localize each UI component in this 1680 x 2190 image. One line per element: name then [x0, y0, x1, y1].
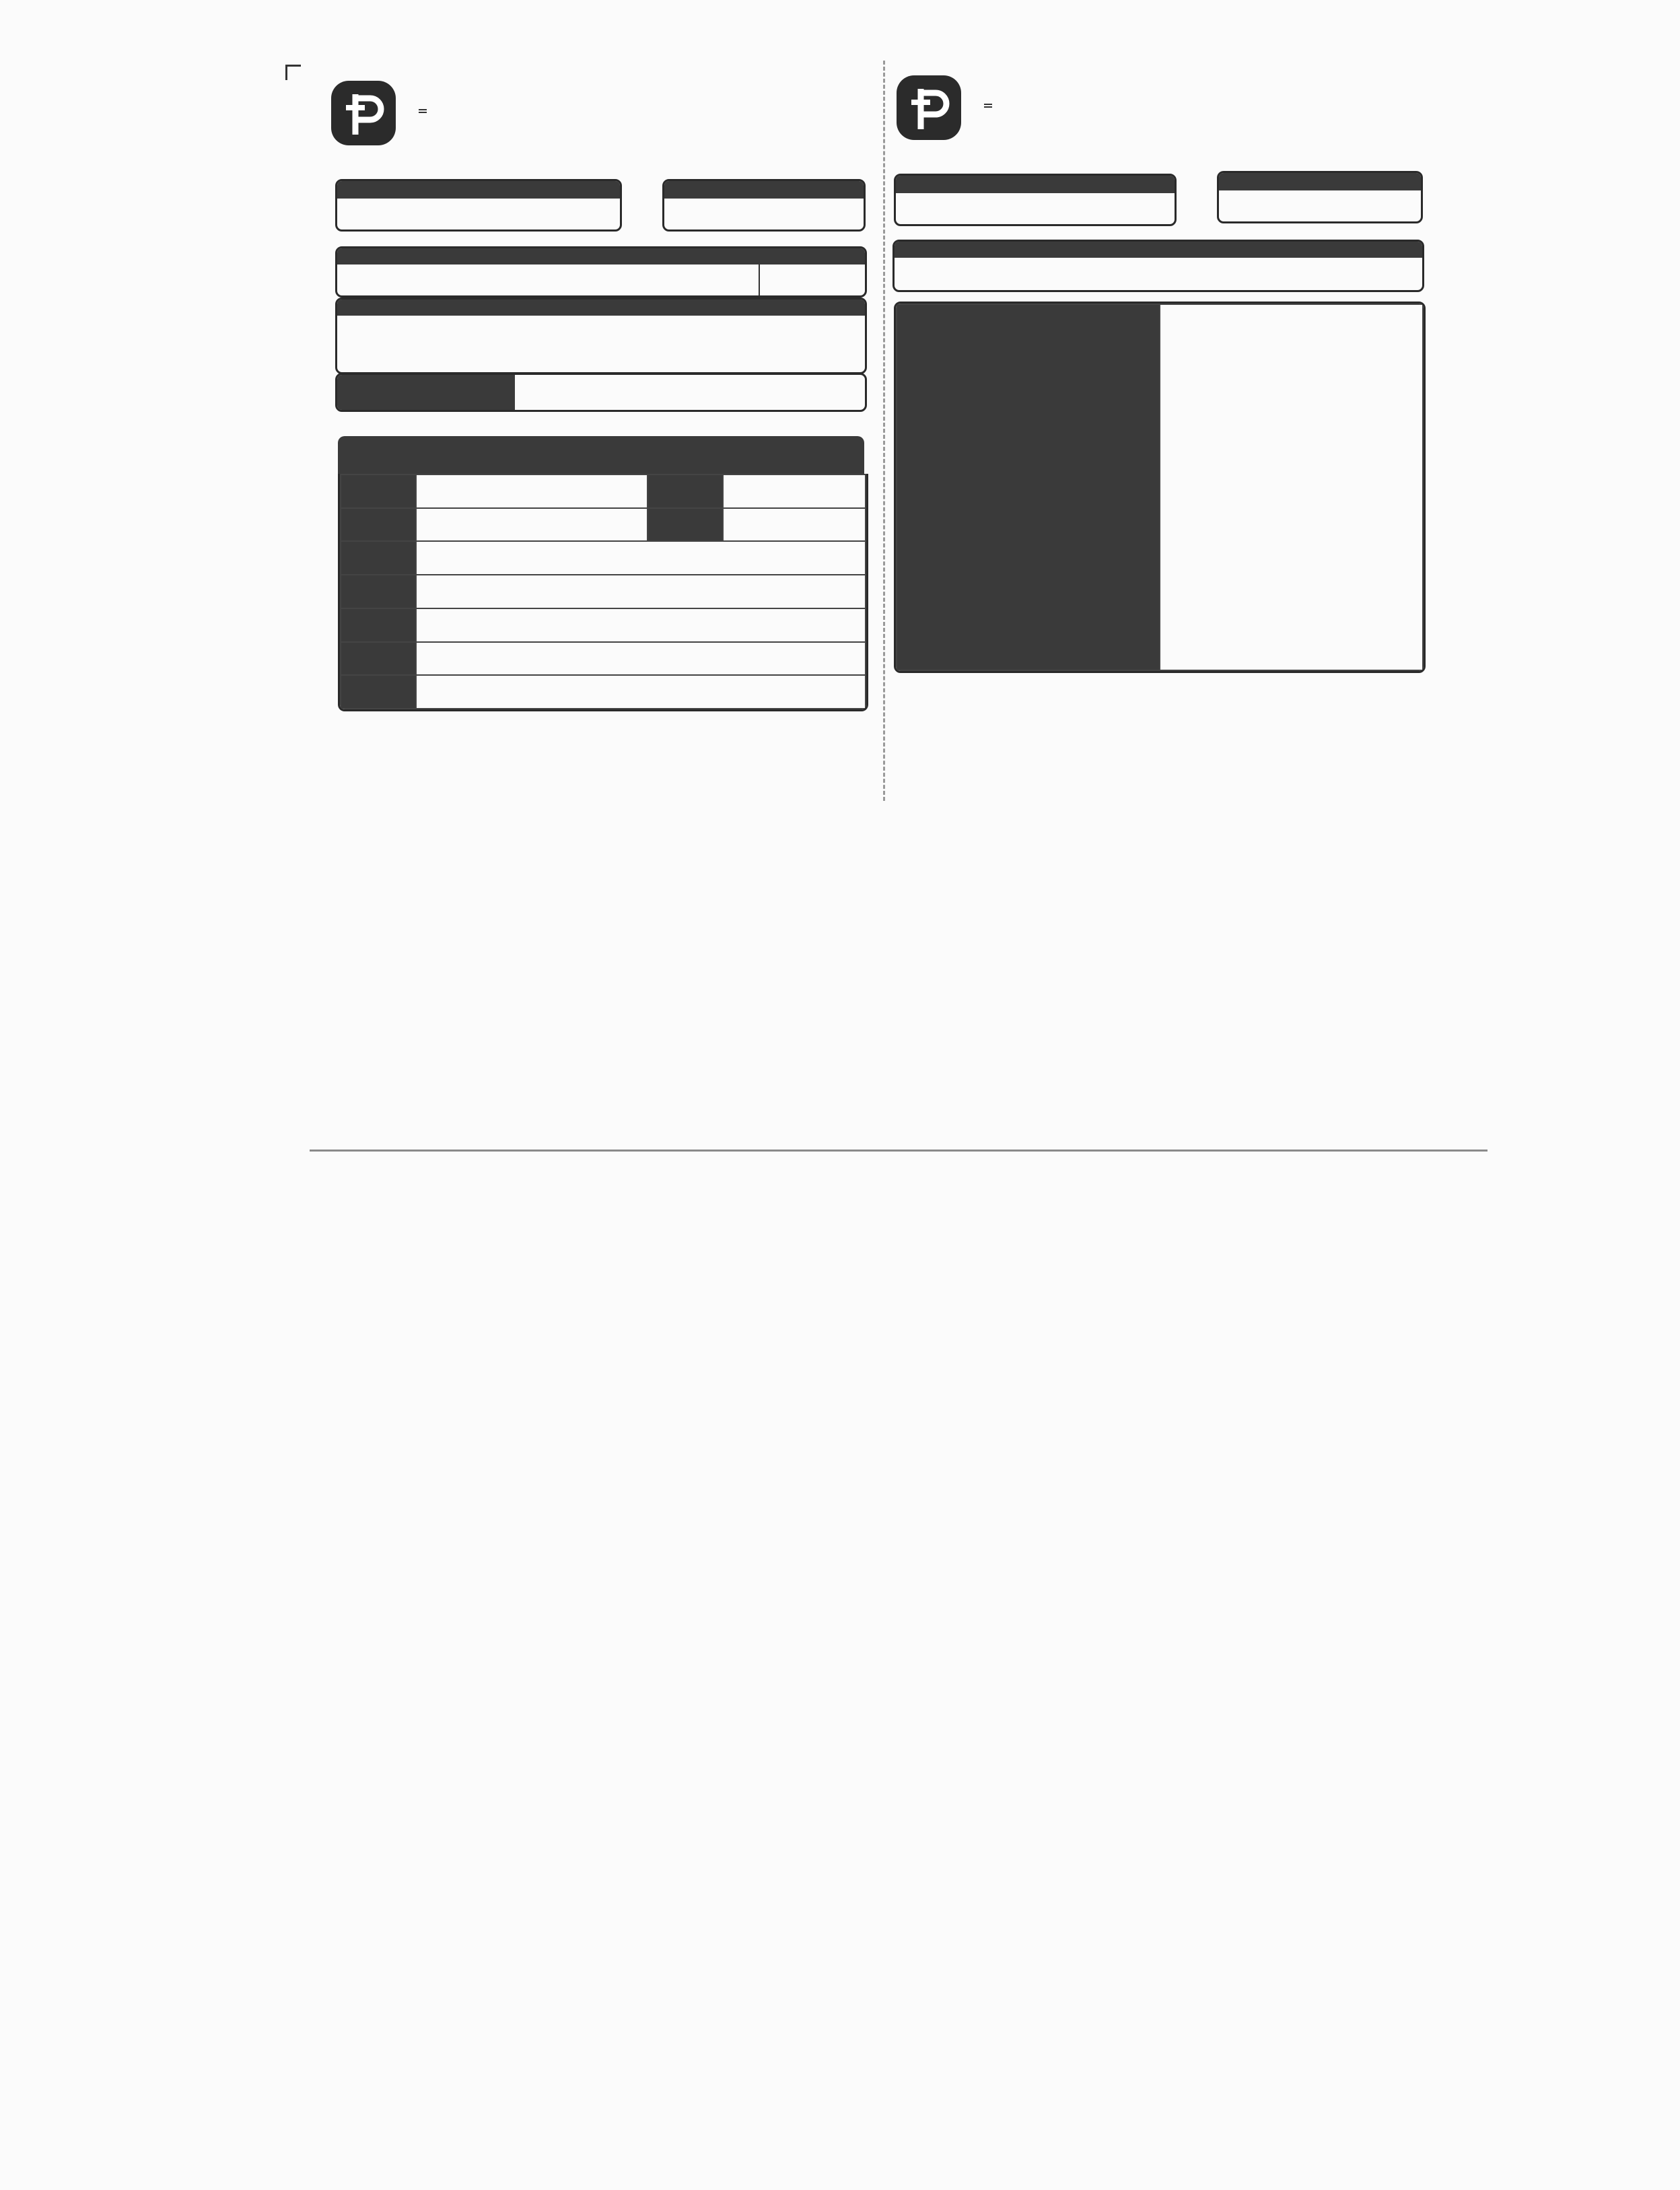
identificacion-box — [335, 246, 867, 297]
vin-value — [416, 675, 866, 709]
marca-value — [416, 474, 648, 508]
modelo-label — [341, 508, 416, 542]
row-color — [341, 575, 866, 608]
motor-value — [416, 608, 866, 642]
tipo-value — [416, 541, 866, 575]
total-pagado-label — [897, 304, 1160, 670]
vehicle-table — [338, 474, 868, 711]
institution-name — [984, 104, 992, 108]
chasis-value — [416, 642, 866, 676]
chasis-label — [341, 642, 416, 676]
tipo-operacion-label — [337, 375, 515, 410]
row-chasis — [341, 642, 866, 676]
identificacion-box — [893, 240, 1424, 292]
tipo-operacion-box — [335, 373, 867, 412]
total-pagado-row — [897, 304, 1423, 670]
cut-line-horizontal — [310, 1150, 1488, 1152]
row-modelo — [341, 508, 866, 542]
comprobante-label — [896, 176, 1175, 193]
caracteristicas-header — [338, 436, 864, 474]
modelo-value — [416, 508, 648, 542]
cut-line-vertical — [883, 61, 885, 801]
vence-label — [1219, 173, 1421, 190]
row-tipo — [341, 541, 866, 575]
vence-box — [662, 179, 866, 232]
color-value — [416, 575, 866, 608]
propietario-label — [337, 299, 865, 316]
vehicle-anio-label — [648, 474, 723, 508]
tipo-label — [341, 541, 416, 575]
vence-label — [664, 181, 864, 199]
comprobante-box — [894, 174, 1177, 226]
comprobante-label — [337, 181, 620, 199]
charges-table — [894, 302, 1426, 673]
id-header — [337, 248, 865, 264]
anio-divider — [759, 264, 760, 295]
cil-value — [723, 508, 866, 542]
institution-name — [419, 109, 427, 113]
cil-label — [648, 508, 723, 542]
marca-label — [341, 474, 416, 508]
row-marca — [341, 474, 866, 508]
row-motor — [341, 608, 866, 642]
motor-label — [341, 608, 416, 642]
vin-label — [341, 675, 416, 709]
color-label — [341, 575, 416, 608]
vence-box — [1217, 171, 1423, 223]
row-vin — [341, 675, 866, 709]
ip-logo-icon — [331, 81, 396, 145]
propietario-box — [335, 297, 867, 374]
vehicle-anio-value — [723, 474, 866, 508]
comprobante-box — [335, 179, 622, 232]
ip-logo-icon — [897, 75, 961, 140]
total-pagado-value — [1160, 304, 1423, 670]
id-header — [895, 242, 1422, 258]
corner-mark — [285, 65, 301, 80]
